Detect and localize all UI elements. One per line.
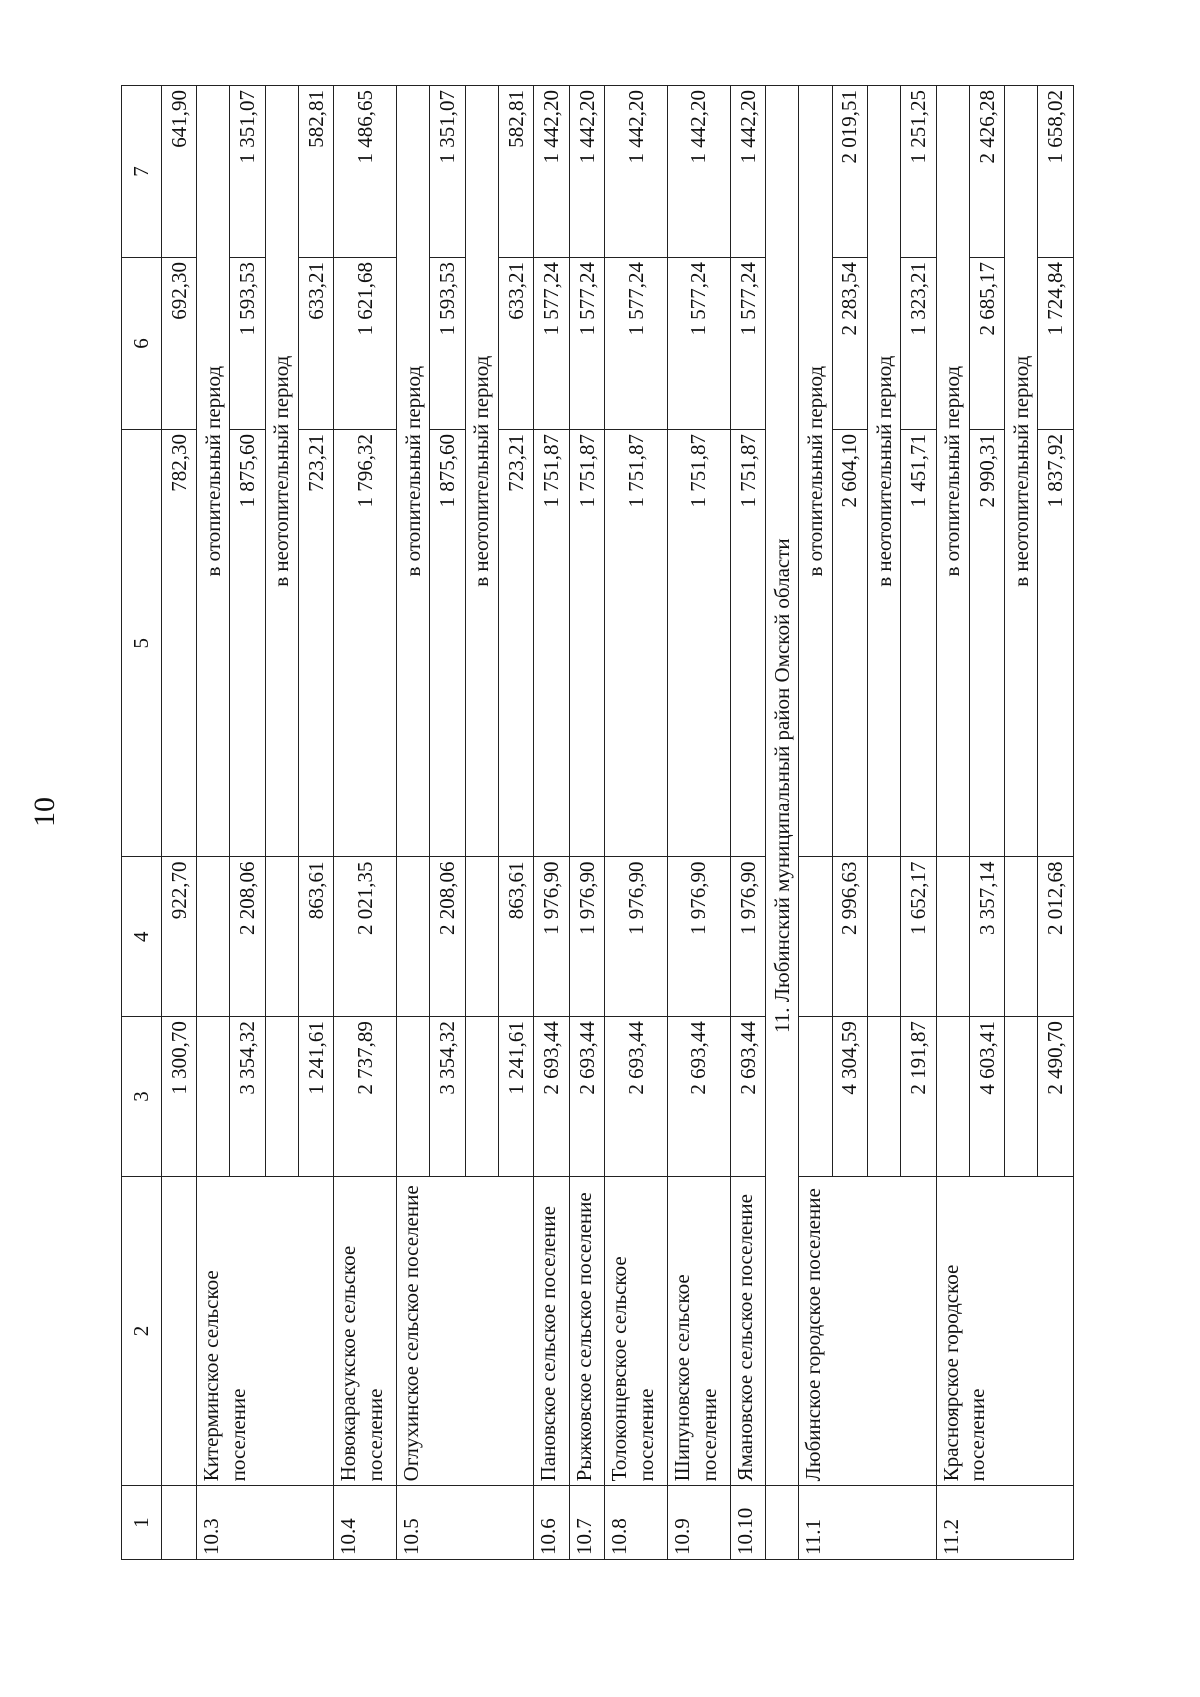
row-number: 10.5: [397, 1486, 534, 1560]
blank-cell: [766, 1486, 799, 1560]
tariff-table: [121, 85, 1074, 1560]
value-cell: 2 208,06: [230, 857, 265, 1017]
row-number: 10.6: [534, 1486, 569, 1560]
header-cell: 3: [122, 1017, 162, 1177]
header-cell: 2: [122, 1176, 162, 1486]
header-cell: 6: [122, 258, 162, 430]
value-cell: 2 208,06: [430, 857, 465, 1017]
value-cell: 2 737,89: [334, 1017, 397, 1177]
value-cell: 1 351,07: [230, 86, 265, 258]
value-cell: 1 837,92: [1038, 429, 1074, 856]
value-cell: 922,70: [161, 857, 196, 1017]
table-row: [730, 86, 765, 1560]
value-cell: 4 603,41: [969, 1017, 1004, 1177]
value-cell: 1 577,24: [534, 258, 569, 430]
value-cell: 641,90: [161, 86, 196, 258]
settlement-name: Любинское городское поселение: [799, 1176, 936, 1486]
value-cell: 633,21: [299, 258, 334, 430]
value-cell: 1 577,24: [605, 258, 668, 430]
blank-cell: [799, 1017, 832, 1177]
value-cell: 1 751,87: [605, 429, 668, 856]
value-cell: 1 442,20: [730, 86, 765, 258]
row-number: 10.10: [730, 1486, 765, 1560]
value-cell: 782,30: [161, 429, 196, 856]
row-number: 11.2: [936, 1486, 1073, 1560]
blank-cell: [161, 1486, 196, 1560]
value-cell: 1 976,90: [569, 857, 604, 1017]
blank-cell: [197, 857, 230, 1017]
settlement-name: Шипуновское сельское поселение: [668, 1176, 731, 1486]
blank-cell: [397, 1017, 430, 1177]
table-row: [799, 86, 832, 1560]
value-cell: 1 976,90: [534, 857, 569, 1017]
settlement-name: Ямановское сельское поселение: [730, 1176, 765, 1486]
value-cell: 1 751,87: [668, 429, 731, 856]
row-number: 10.8: [605, 1486, 668, 1560]
settlement-name: Красноярское городское поселение: [936, 1176, 1073, 1486]
settlement-name: Рыжковское сельское поселение: [569, 1176, 604, 1486]
header-cell: 7: [122, 86, 162, 258]
blank-cell: [868, 1017, 901, 1177]
table-row: [936, 86, 969, 1560]
table-row: [161, 86, 196, 1560]
settlement-name: Толоконцевское сельское поселение: [605, 1176, 668, 1486]
section-title: 11. Любинский муниципальный район Омской области: [766, 86, 799, 1486]
value-cell: 1 577,24: [569, 258, 604, 430]
value-cell: 3 354,32: [430, 1017, 465, 1177]
settlement-name: Китерминское сельское поселение: [197, 1176, 334, 1486]
value-cell: 1 251,25: [901, 86, 936, 258]
rotated-table-container: [121, 85, 1074, 1560]
value-cell: 1 796,32: [334, 429, 397, 856]
value-cell: 633,21: [499, 258, 534, 430]
value-cell: 723,21: [299, 429, 334, 856]
header-cell: 5: [122, 429, 162, 856]
value-cell: 3 357,14: [969, 857, 1004, 1017]
table-row: [668, 86, 731, 1560]
value-cell: 2 490,70: [1038, 1017, 1074, 1177]
settlement-name: Новокарасукское сельское поселение: [334, 1176, 397, 1486]
value-cell: 1 442,20: [569, 86, 604, 258]
value-cell: 2 021,35: [334, 857, 397, 1017]
value-cell: 2 693,44: [569, 1017, 604, 1177]
table-row: [534, 86, 569, 1560]
value-cell: 2 604,10: [832, 429, 867, 856]
blank-cell: [397, 857, 430, 1017]
value-cell: 1 621,68: [334, 258, 397, 430]
section-row: [766, 86, 799, 1560]
table-row: [197, 86, 230, 1560]
value-cell: 1 593,53: [230, 258, 265, 430]
table-row: [397, 86, 430, 1560]
blank-cell: [265, 857, 298, 1017]
value-cell: 1 724,84: [1038, 258, 1074, 430]
value-cell: 1 323,21: [901, 258, 936, 430]
value-cell: 1 241,61: [499, 1017, 534, 1177]
period-label: в отопительный период: [936, 86, 969, 857]
value-cell: 1 976,90: [730, 857, 765, 1017]
value-cell: 723,21: [499, 429, 534, 856]
value-cell: 2 283,54: [832, 258, 867, 430]
blank-cell: [936, 1017, 969, 1177]
value-cell: 2 693,44: [730, 1017, 765, 1177]
table-row: [334, 86, 397, 1560]
value-cell: 1 442,20: [534, 86, 569, 258]
value-cell: 1 442,20: [668, 86, 731, 258]
blank-cell: [465, 857, 498, 1017]
row-number: 11.1: [799, 1486, 936, 1560]
value-cell: 4 304,59: [832, 1017, 867, 1177]
period-label: в неотопительный период: [1005, 86, 1038, 857]
value-cell: 1 652,17: [901, 857, 936, 1017]
period-label: в отопительный период: [799, 86, 832, 857]
blank-cell: [1005, 1017, 1038, 1177]
header-cell: 1: [122, 1486, 162, 1560]
page-number: 10: [28, 797, 61, 827]
value-cell: 2 191,87: [901, 1017, 936, 1177]
row-number: 10.4: [334, 1486, 397, 1560]
blank-cell: [265, 1017, 298, 1177]
value-cell: 1 658,02: [1038, 86, 1074, 258]
blank-cell: [936, 857, 969, 1017]
period-label: в отопительный период: [397, 86, 430, 857]
value-cell: 1 593,53: [430, 258, 465, 430]
value-cell: 1 976,90: [668, 857, 731, 1017]
value-cell: 1 875,60: [430, 429, 465, 856]
value-cell: 1 751,87: [730, 429, 765, 856]
value-cell: 1 875,60: [230, 429, 265, 856]
value-cell: 1 300,70: [161, 1017, 196, 1177]
value-cell: 1 751,87: [569, 429, 604, 856]
blank-cell: [1005, 857, 1038, 1017]
blank-cell: [799, 857, 832, 1017]
period-label: в неотопительный период: [265, 86, 298, 857]
value-cell: 2 426,28: [969, 86, 1004, 258]
value-cell: 1 976,90: [605, 857, 668, 1017]
table-row: [605, 86, 668, 1560]
value-cell: 582,81: [499, 86, 534, 258]
blank-cell: [197, 1017, 230, 1177]
value-cell: 2 693,44: [605, 1017, 668, 1177]
value-cell: 692,30: [161, 258, 196, 430]
value-cell: 2 990,31: [969, 429, 1004, 856]
table-row: [569, 86, 604, 1560]
value-cell: 1 442,20: [605, 86, 668, 258]
value-cell: 863,61: [499, 857, 534, 1017]
value-cell: 1 577,24: [668, 258, 731, 430]
header-cell: 4: [122, 857, 162, 1017]
value-cell: 582,81: [299, 86, 334, 258]
settlement-name: Оглухинское сельское поселение: [397, 1176, 534, 1486]
blank-cell: [161, 1176, 196, 1486]
value-cell: 1 751,87: [534, 429, 569, 856]
value-cell: 1 486,65: [334, 86, 397, 258]
value-cell: 2 012,68: [1038, 857, 1074, 1017]
value-cell: 1 241,61: [299, 1017, 334, 1177]
row-number: 10.7: [569, 1486, 604, 1560]
settlement-name: Пановское сельское поселение: [534, 1176, 569, 1486]
value-cell: 1 577,24: [730, 258, 765, 430]
value-cell: 2 693,44: [534, 1017, 569, 1177]
row-number: 10.9: [668, 1486, 731, 1560]
blank-cell: [868, 857, 901, 1017]
blank-cell: [465, 1017, 498, 1177]
value-cell: 3 354,32: [230, 1017, 265, 1177]
value-cell: 863,61: [299, 857, 334, 1017]
value-cell: 2 019,51: [832, 86, 867, 258]
value-cell: 2 685,17: [969, 258, 1004, 430]
value-cell: 1 351,07: [430, 86, 465, 258]
header-row: [122, 86, 162, 1560]
row-number: 10.3: [197, 1486, 334, 1560]
value-cell: 2 693,44: [668, 1017, 731, 1177]
period-label: в неотопительный период: [465, 86, 498, 857]
period-label: в неотопительный период: [868, 86, 901, 857]
value-cell: 1 451,71: [901, 429, 936, 856]
period-label: в отопительный период: [197, 86, 230, 857]
value-cell: 2 996,63: [832, 857, 867, 1017]
